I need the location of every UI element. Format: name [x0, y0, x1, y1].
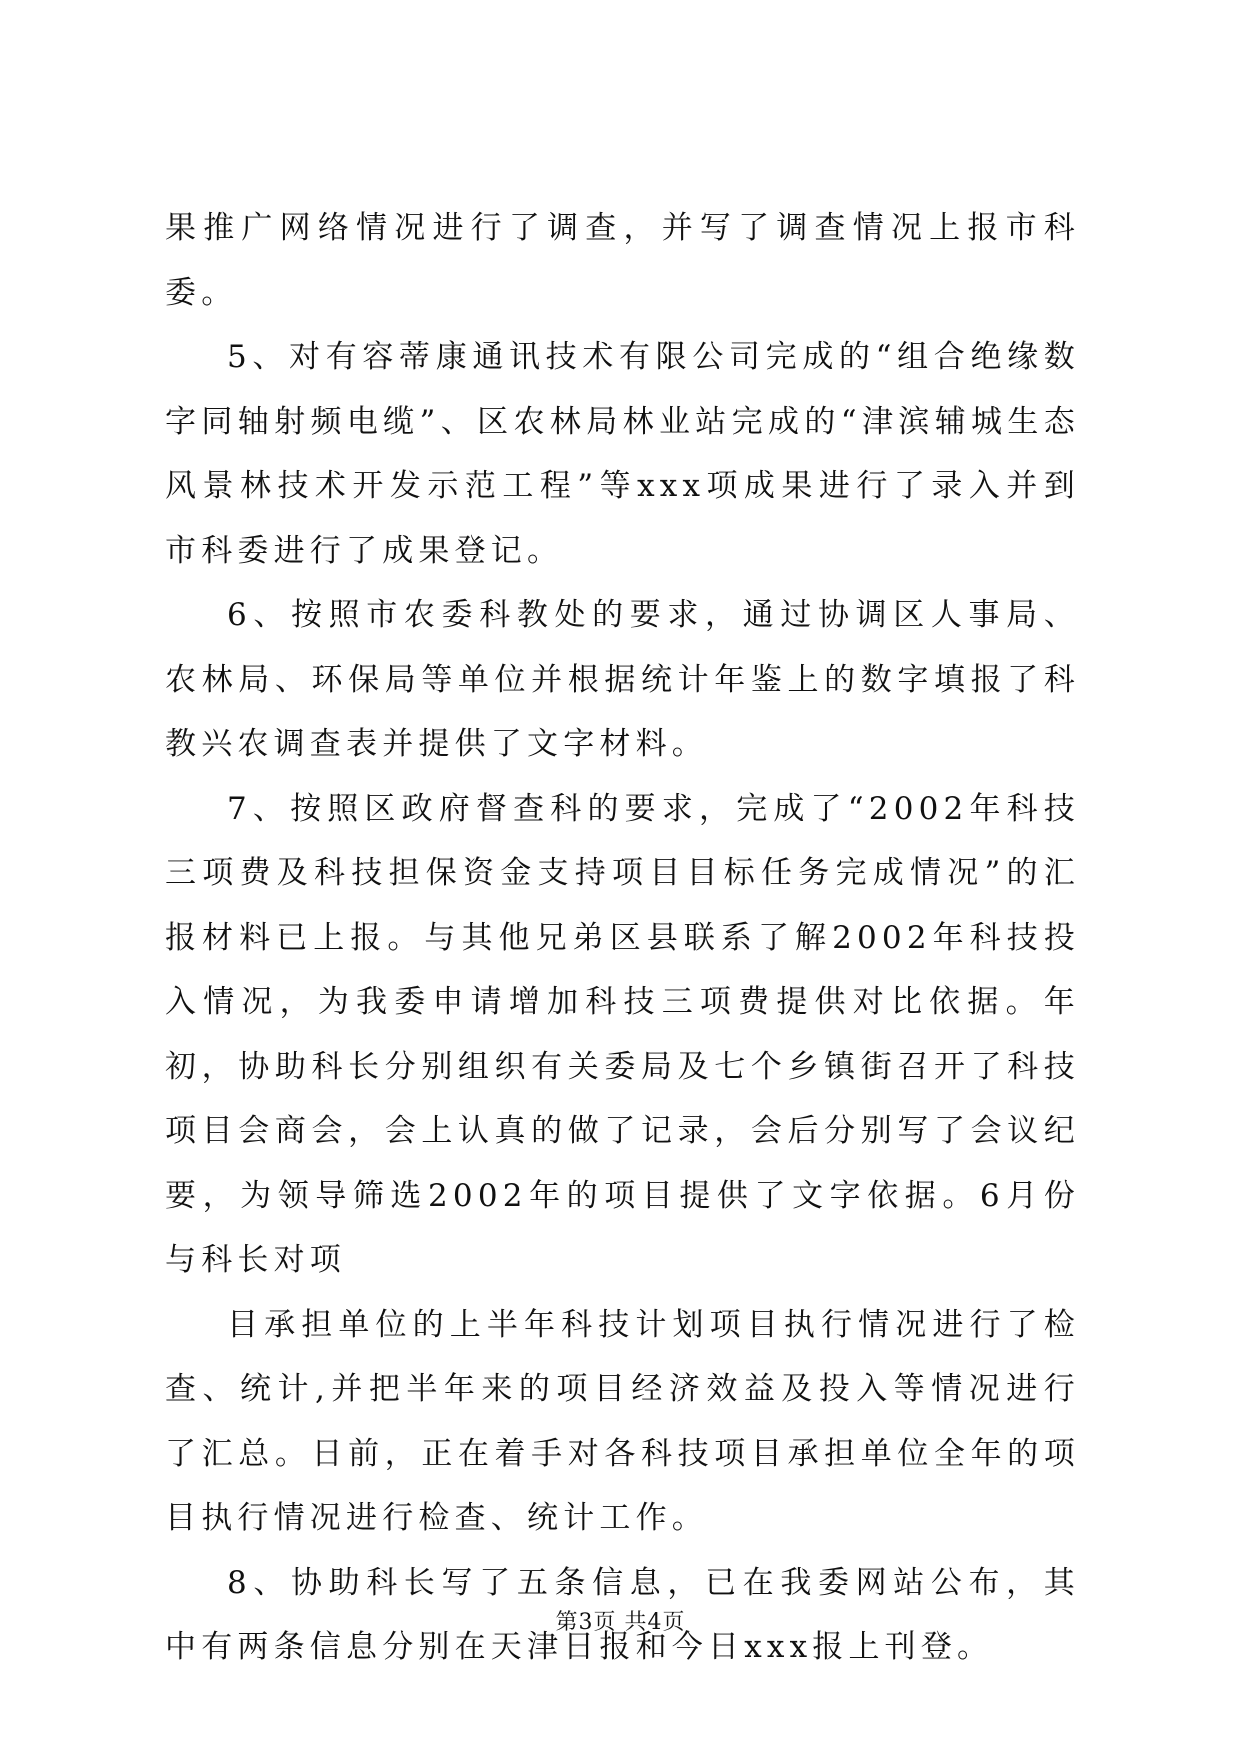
document-body [165, 196, 1080, 1680]
paragraph-item-6: 6、按照市农委科教处的要求，通过协调区人事局、农林局、环保局等单位并根据统计年鉴上的数字填报了科教兴农调查表并提供了文字材料。 [165, 597, 1080, 762]
paragraph-item-7-continued: 目承担单位的上半年科技计划项目执行情况进行了检查、统计,并把半年来的项目经济效益及投入等情况进行了汇总。日前，正在着手对各科技项目承担单位全年的项目执行情况进行检查、统计工作。 [165, 1306, 1080, 1536]
paragraph-item-8: 8、协助科长写了五条信息，已在我委网站公布，其中有两条信息分别在天津日报和今日xxx报上刊登。 [165, 1564, 1080, 1665]
page-footer: 第3页 共4页 [555, 1610, 686, 1635]
paragraph-continuation: 果推广网络情况进行了调查，并写了调查情况上报市科委。 [165, 210, 1080, 311]
paragraph-item-7: 7、按照区政府督查科的要求，完成了“2002年科技三项费及科技担保资金支持项目目标任务完成情况”的汇报材料已上报。与其他兄弟区县联系了解2002年科技投入情况，为我委申请增加科技三项费提供对比依据。年初，协助科长分别组织有关委局及七个乡镇街召开了科技项目会商会，会上认真的做了记录，会后分别写了会议纪要，为领导筛选2002年的项目提供了文字依据。6月份与科长对项 [165, 790, 1080, 1278]
paragraph-item-5: 5、对有容蒂康通讯技术有限公司完成的“组合绝缘数字同轴射频电缆”、区农林局林业站完成的“津滨辅城生态风景林技术开发示范工程”等xxx项成果进行了录入并到市科委进行了成果登记。 [165, 339, 1080, 569]
